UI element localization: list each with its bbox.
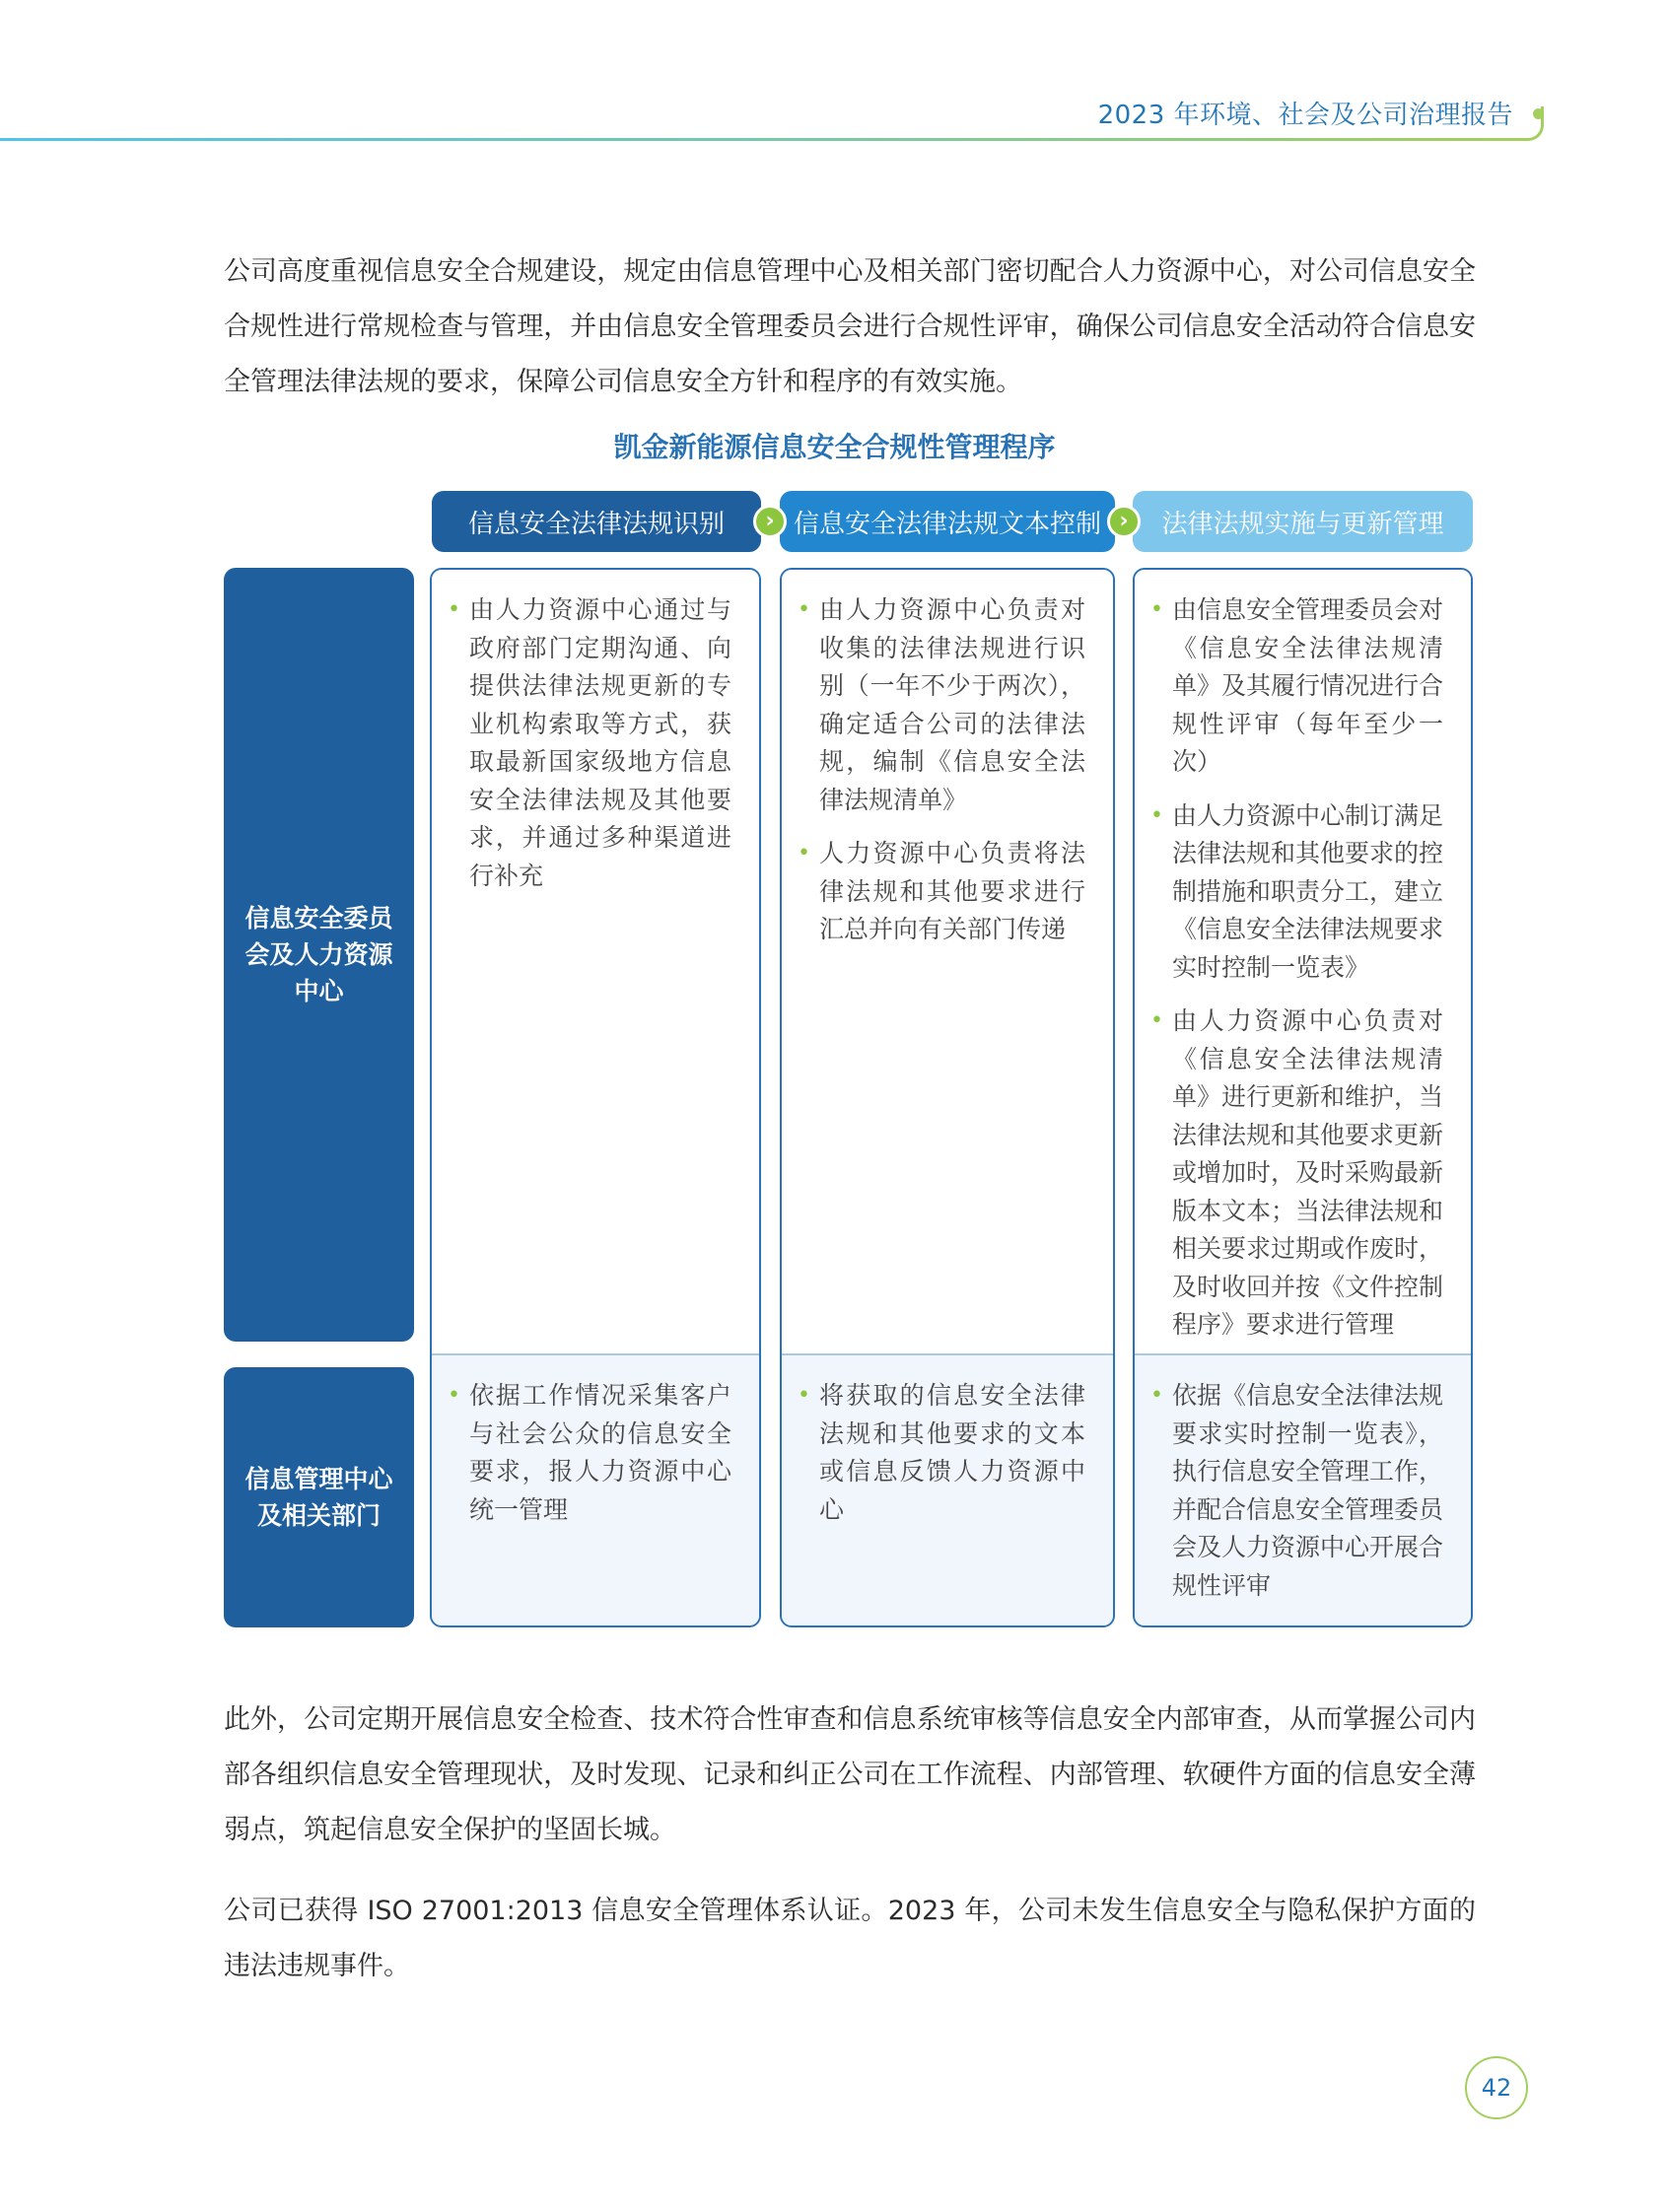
column-cell-it-center — [1135, 1353, 1471, 1625]
certification-paragraph: 公司已获得 ISO 27001:2013 信息安全管理体系认证。2023 年，公司未发生信息安全与隐私保护方面的违法违规事件。 — [224, 1896, 1476, 1981]
audit-paragraph: 此外，公司定期开展信息安全检查、技术符合性审查和信息系统审核等信息安全内部审查，从而掌握公司内部各组织信息安全管理现状，及时发现、记录和纠正公司在工作流程、内部管理、软硬件方面的信息安全薄弱点，筑起信息安全保护的坚固长城。 — [224, 1704, 1476, 1845]
list-item: • 由人力资源中心负责对收集的法律法规进行识别（一年不少于两次），确定适合公司的法律法规，编制《信息安全法律法规清单》 — [819, 591, 1085, 819]
chevron-right-icon: › — [1107, 505, 1141, 538]
column-cell-it-center — [432, 1353, 759, 1625]
stage-header-implementation: 法律法规实施与更新管理 — [1133, 491, 1473, 552]
page-number: 42 — [1465, 2056, 1528, 2119]
list-item: • 由人力资源中心负责对《信息安全法律法规清单》进行更新和维护，当法律法规和其他要求更新或增加时，及时采购最新版本文本；当法律法规和相关要求过期或作废时，及时收回并按《文件控制程序》要求进行管理 — [1172, 1002, 1443, 1345]
header-rule — [0, 138, 1526, 141]
role-label-committee-hr: 信息安全委员会及人力资源中心 — [224, 568, 414, 1342]
list-item: • 将获取的信息安全法律法规和其他要求的文本或信息反馈人力资源中心 — [819, 1377, 1085, 1529]
role-label-it-center: 信息管理中心及相关部门 — [224, 1367, 414, 1627]
chevron-right-icon: › — [753, 505, 787, 538]
intro-paragraph: 公司高度重视信息安全合规建设，规定由信息管理中心及相关部门密切配合人力资源中心，对公司信息安全合规性进行常规检查与管理，并由信息安全管理委员会进行合规性评审，确保公司信息安全活动符合信息安全管理法律法规的要求，保障公司信息安全方针和程序的有效实施。 — [224, 256, 1476, 397]
header-dot-decoration — [1533, 108, 1544, 119]
stage-column-text-control — [780, 568, 1115, 1627]
stage-header-text-control: 信息安全法律法规文本控制 — [780, 491, 1115, 552]
list-item: • 由人力资源中心制订满足法律法规和其他要求的控制措施和职责分工，建立《信息安全法律法规要求实时控制一览表》 — [1172, 797, 1443, 988]
list-item: • 依据工作情况采集客户与社会公众的信息安全要求，报人力资源中心统一管理 — [469, 1377, 731, 1529]
column-cell-committee — [782, 570, 1113, 1353]
list-item: • 人力资源中心负责将法律法规和其他要求进行汇总并向有关部门传递 — [819, 835, 1085, 949]
column-cell-it-center — [782, 1353, 1113, 1625]
column-cell-committee — [432, 570, 759, 1353]
diagram-title: 凯金新能源信息安全合规性管理程序 — [613, 431, 1056, 463]
stage-header-identification: 信息安全法律法规识别 — [432, 491, 761, 552]
column-cell-committee — [1135, 570, 1471, 1353]
stage-column-identification — [430, 568, 761, 1627]
list-item: • 由人力资源中心通过与政府部门定期沟通、向提供法律法规更新的专业机构索取等方式，获取最新国家级地方信息安全法律法规及其他要求，并通过多种渠道进行补充 — [469, 591, 731, 895]
list-item: • 由信息安全管理委员会对《信息安全法律法规清单》及其履行情况进行合规性评审（每年至少一次） — [1172, 591, 1443, 782]
report-header-title: 2023 年环境、社会及公司治理报告 — [1097, 101, 1513, 130]
list-item: • 依据《信息安全法律法规要求实时控制一览表》，执行信息安全管理工作，并配合信息安全管理委员会及人力资源中心开展合规性评审 — [1172, 1377, 1443, 1605]
stage-column-implementation — [1133, 568, 1473, 1627]
